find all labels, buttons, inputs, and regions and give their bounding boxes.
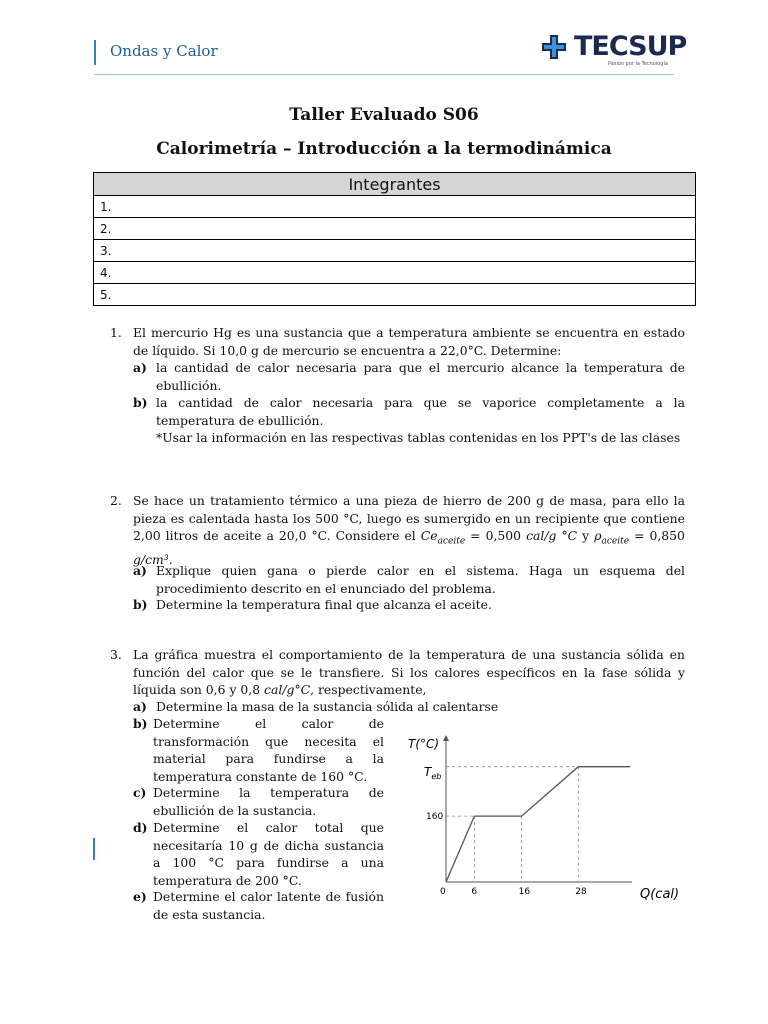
q3-a-text: Determine la masa de la sustancia sólida al calentarse xyxy=(156,699,499,714)
q1-b-label: b) xyxy=(133,395,148,410)
x-tick-label: 6 xyxy=(471,887,478,897)
q2-ce-units: cal/g °C xyxy=(526,528,578,543)
temperature-curve xyxy=(446,767,630,882)
q2-a-text: Explique quien gana o pierde calor en el sistema. Haga un esquema del procedimiento descrito en el enunciado del problema. xyxy=(156,563,685,596)
document-title: Taller Evaluado S06 xyxy=(289,105,479,125)
q1-a-label: a) xyxy=(133,360,147,375)
q2-rho-value: = 0,850 xyxy=(634,528,685,543)
q1-number: 1. xyxy=(110,325,122,340)
integrante-row[interactable]: 2. xyxy=(94,218,696,240)
q2-rho-units: g/cm³ xyxy=(133,551,169,567)
teb-label: $T_{eb}$ xyxy=(424,765,442,781)
q3-c-label: c) xyxy=(133,785,147,800)
q2-rho-sub: aceite xyxy=(601,536,630,547)
x-axis-label: Q(cal) xyxy=(640,887,680,902)
q2-ce-symbol: Ce xyxy=(420,528,438,543)
q2-number: 2. xyxy=(110,493,122,508)
q1-a-text: la cantidad de calor necesaria para que el mercurio alcance la temperatura de ebullición. xyxy=(156,360,685,393)
logo-wordmark: TECSUP xyxy=(574,31,687,62)
temperature-vs-heat-chart xyxy=(400,728,690,908)
y-tick-label: 160 xyxy=(426,812,444,823)
q3-b-text: Determine el calor de transformación que necesita el material para fundirse a la temperatura constante de 160 °C. xyxy=(153,716,384,784)
logo-tagline: Pasión por la Tecnología xyxy=(608,61,668,67)
q2-ce-value: = 0,500 xyxy=(470,528,522,543)
q1-b-text: la cantidad de calor necesaria para que se vaporice completamente a la temperatura de ebullición. xyxy=(156,395,685,428)
q2-ce-sub: aceite xyxy=(437,536,466,547)
tecsup-logo xyxy=(538,30,687,70)
q2-text: Se hace un tratamiento térmico a una pieza de hierro de 200 g de masa, para ello la pieza es calentada hasta los 500 °C, luego es sumergido en un recipiente que contiene 2,00 litros de aceite a 20,0 °C. Considere el $Ce_{aceite} = 0,500$ cal/g °C y $\rho_{aceite} = 0,850$ g/cm³. xyxy=(133,493,685,567)
q2-rho-symbol: ρ xyxy=(594,528,602,543)
integrante-row[interactable]: 4. xyxy=(94,262,696,284)
integrante-row[interactable]: 3. xyxy=(94,240,696,262)
q3-e-text: Determine el calor latente de fusión de esta sustancia. xyxy=(153,889,384,922)
integrante-row[interactable]: 5. xyxy=(94,284,696,306)
document-subtitle: Calorimetría – Introducción a la termodinámica xyxy=(156,139,612,159)
q2-connector: y xyxy=(582,528,590,543)
q2-b-text: Determine la temperatura final que alcanza el aceite. xyxy=(156,597,492,612)
integrante-row[interactable]: 1. xyxy=(94,196,696,218)
q3-d-label: d) xyxy=(133,820,148,835)
q1-text: El mercurio Hg es una sustancia que a temperatura ambiente se encuentra en estado de líquido. Si 10,0 g de mercurio se encuentra a 22,0°C. Determine: xyxy=(133,325,685,358)
course-title: Ondas y Calor xyxy=(110,42,218,60)
q3-e-label: e) xyxy=(133,889,147,904)
header-divider xyxy=(94,74,674,75)
q2-text-main: Se hace un tratamiento térmico a una pieza de hierro de 200 g de masa, para ello la pieza es calentada hasta los 500 °C, luego es sumergido en un recipiente que contiene 2,00 litros de aceite a 20,0 °C. Considere el xyxy=(133,493,685,543)
q3-text xyxy=(133,646,685,699)
tecsup-logo-icon xyxy=(538,33,572,63)
x-tick-label: 16 xyxy=(518,887,531,897)
q3-text-end: , respectivamente, xyxy=(310,682,427,697)
x-tick-label: 28 xyxy=(575,887,587,897)
q3-a-label: a) xyxy=(133,699,147,714)
y-axis-label: T(°C) xyxy=(408,737,440,751)
q2-b-label: b) xyxy=(133,597,148,612)
q3-units: cal/g°C xyxy=(264,682,311,697)
integrantes-header: Integrantes xyxy=(94,173,696,196)
q1-note: *Usar la información en las respectivas tablas contenidas en los PPT's de las clases xyxy=(156,430,681,445)
q3-text-main: La gráfica muestra el comportamiento de la temperatura de una sustancia sólida en función del calor que se le transfiere. Si los calores específicos en la fase sólida y líquida son 0,6 y 0,8 xyxy=(133,647,685,697)
q3-d-text: Determine el calor total que necesitaría 10 g de dicha sustancia a 100 °C para fundirse a una temperatura de 200 °C. xyxy=(153,820,384,888)
integrantes-table xyxy=(93,172,696,306)
q3-b-label: b) xyxy=(133,716,148,731)
q3-number: 3. xyxy=(110,647,122,662)
x-tick-label: 0 xyxy=(440,887,446,897)
header-accent-bar xyxy=(94,40,96,65)
q2-a-label: a) xyxy=(133,563,147,578)
margin-marker xyxy=(93,838,95,860)
q3-c-text: Determine la temperatura de ebullición de la sustancia. xyxy=(153,785,384,818)
